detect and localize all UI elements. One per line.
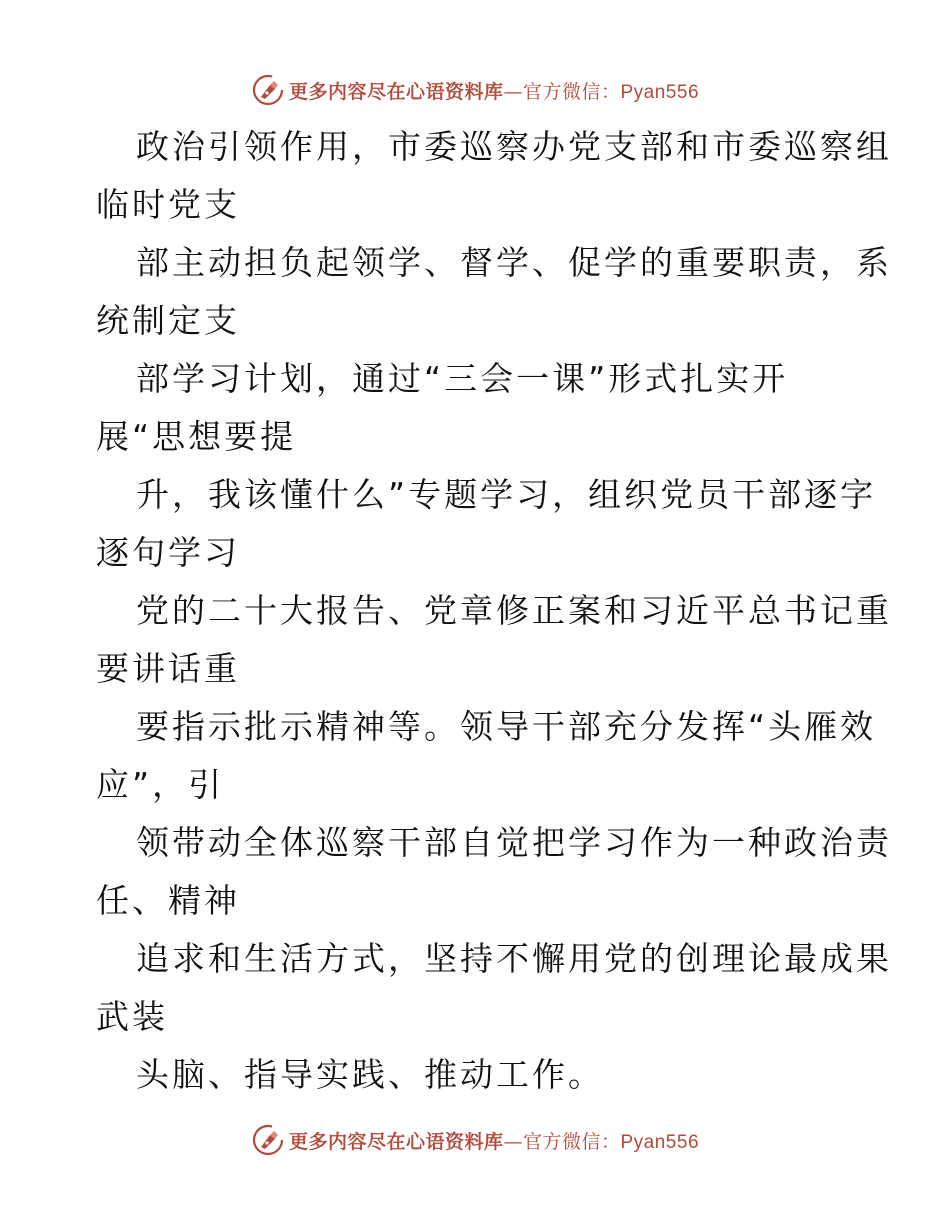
- header-banner: [0, 70, 950, 110]
- body-line: 追求和生活方式，坚持不懈用党的创理论最成果: [136, 939, 892, 978]
- body-line: 头脑、指导实践、推动工作。: [136, 1055, 604, 1094]
- body-line: 要讲话重: [96, 649, 240, 688]
- footer-banner-main: 更多内容尽在心语资料库: [288, 1130, 504, 1153]
- body-line: 武装: [96, 997, 168, 1036]
- header-banner-main: 更多内容尽在心语资料库: [288, 80, 504, 103]
- footer-banner-dash: —: [503, 1130, 523, 1153]
- footer-banner-account: Pyan556: [620, 1131, 700, 1153]
- body-line: 部主动担负起领学、督学、促学的重要职责，系: [136, 243, 892, 282]
- body-text: [96, 118, 892, 1104]
- body-line: 党的二十大报告、党章修正案和习近平总书记重: [136, 591, 892, 630]
- body-line: 应”，引: [96, 765, 225, 804]
- footer-banner-sub: 官方微信：: [522, 1130, 621, 1153]
- pen-nib-circle-icon: [251, 73, 285, 107]
- header-banner-text: [289, 77, 699, 104]
- header-banner-dash: —: [503, 80, 523, 103]
- footer-banner: [0, 1120, 950, 1160]
- footer-banner-text: [289, 1127, 699, 1154]
- header-banner-account: Pyan556: [620, 81, 700, 103]
- pen-nib-circle-icon: [251, 1123, 285, 1157]
- body-line: 要指示批示精神等。领导干部充分发挥“头雁效: [136, 707, 877, 746]
- body-line: 领带动全体巡察干部自觉把学习作为一种政治责: [136, 823, 892, 862]
- body-line: 展“思想要提: [96, 417, 297, 456]
- body-line: 临时党支: [96, 185, 240, 224]
- header-banner-sub: 官方微信：: [522, 80, 621, 103]
- body-line: 部学习计划，通过“三会一课”形式扎实开: [136, 359, 789, 398]
- body-line: 逐句学习: [96, 533, 240, 572]
- body-line: 统制定支: [96, 301, 240, 340]
- body-line: 升，我该懂什么”专题学习，组织党员干部逐字: [136, 475, 877, 514]
- body-line: 政治引领作用，市委巡察办党支部和市委巡察组: [136, 127, 892, 166]
- body-line: 任、精神: [96, 881, 240, 920]
